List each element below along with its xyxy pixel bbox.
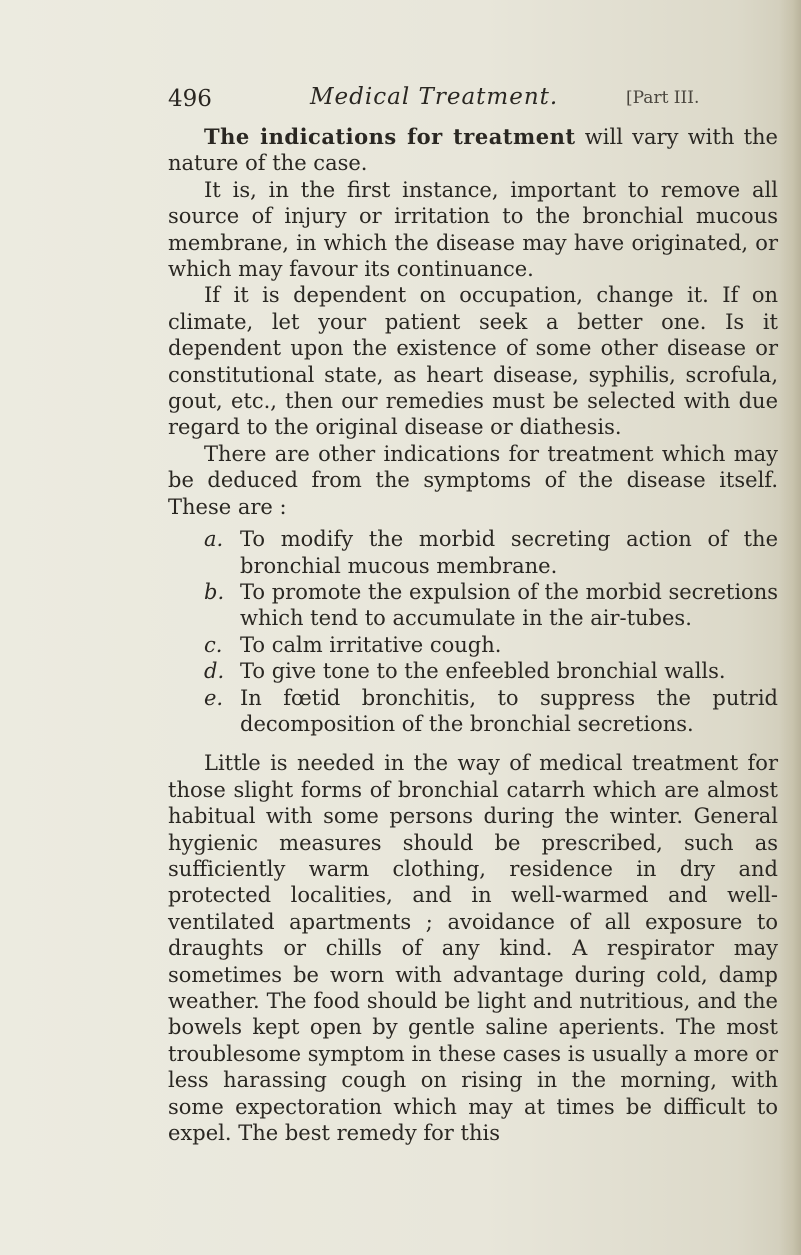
list-item-text: To calm irritative cough. [240,632,502,657]
list-letter: a. [204,527,224,552]
list-item-text: To give tone to the enfeebled bronchial walls. [240,659,726,684]
list-item [168,632,778,658]
paragraph-medical-treatment: Little is needed in the way of medical treatment for those slight forms of bronchial catarrh which are almost habitual with some persons during the winter. General hygienic measures should be prescribed, such as sufficiently warm clothing, residence in dry and protected localities, and in well-warmed and well-ventilated apartments ; avoidance of all exposure to draughts or chills of any kind. A respirator may sometimes be worn with advantage during cold, damp weather. The food should be light and nutritious, and the bowels kept open by gentle saline aperients. The most troublesome symptom in these cases is usually a more or less harassing cough on rising in the morning, with some expectoration which may at times be difficult to expel. The best remedy for this [168,751,778,1146]
list-item [168,658,778,684]
paragraph-other-indications: There are other indications for treatment which may be deduced from the symptoms of the disease itself. These are : [168,441,778,519]
part-label: [Part III. [626,88,700,108]
list-item-text: To promote the expulsion of the morbid secretions which tend to accumulate in the air-tubes. [240,579,778,631]
paragraph-text: will vary with the nature of the case. [168,125,778,176]
list-item [168,579,778,632]
list-item [168,526,778,579]
page-body [168,124,778,1146]
list-item-text: To modify the morbid secreting action of the bronchial mucous membrane. [240,527,778,578]
paragraph-occupation-climate: If it is dependent on occupation, change it. If on climate, let your patient seek a better one. Is it dependent upon the existence of some other disease or constitutional state, as heart disease, syphilis, scrofula, gout, etc., then our remedies must be selected with due regard to the original disease or diathesis. [168,283,778,440]
running-title: Medical Treatment. [310,84,559,110]
bold-lead-phrase: The indications for treatment [204,124,576,149]
page-number: 496 [168,86,212,112]
page-edge-shadow [779,0,801,1255]
list-letter: c. [204,632,223,657]
paragraph-indications [168,124,778,177]
list-item [168,685,778,738]
list-letter: e. [204,685,224,710]
indications-list [168,526,778,737]
running-header [168,78,778,118]
list-letter: b. [204,579,225,604]
list-item-text: In fœtid bronchitis, to suppress the putrid decomposition of the bronchial secretions. [240,685,778,736]
spacer [168,737,778,750]
list-letter: d. [204,659,225,684]
paragraph-remove-source: It is, in the first instance, important to remove all source of injury or irritation to the bronchial mucous membrane, in which the disease may have originated, or which may favour its continuance. [168,177,778,282]
